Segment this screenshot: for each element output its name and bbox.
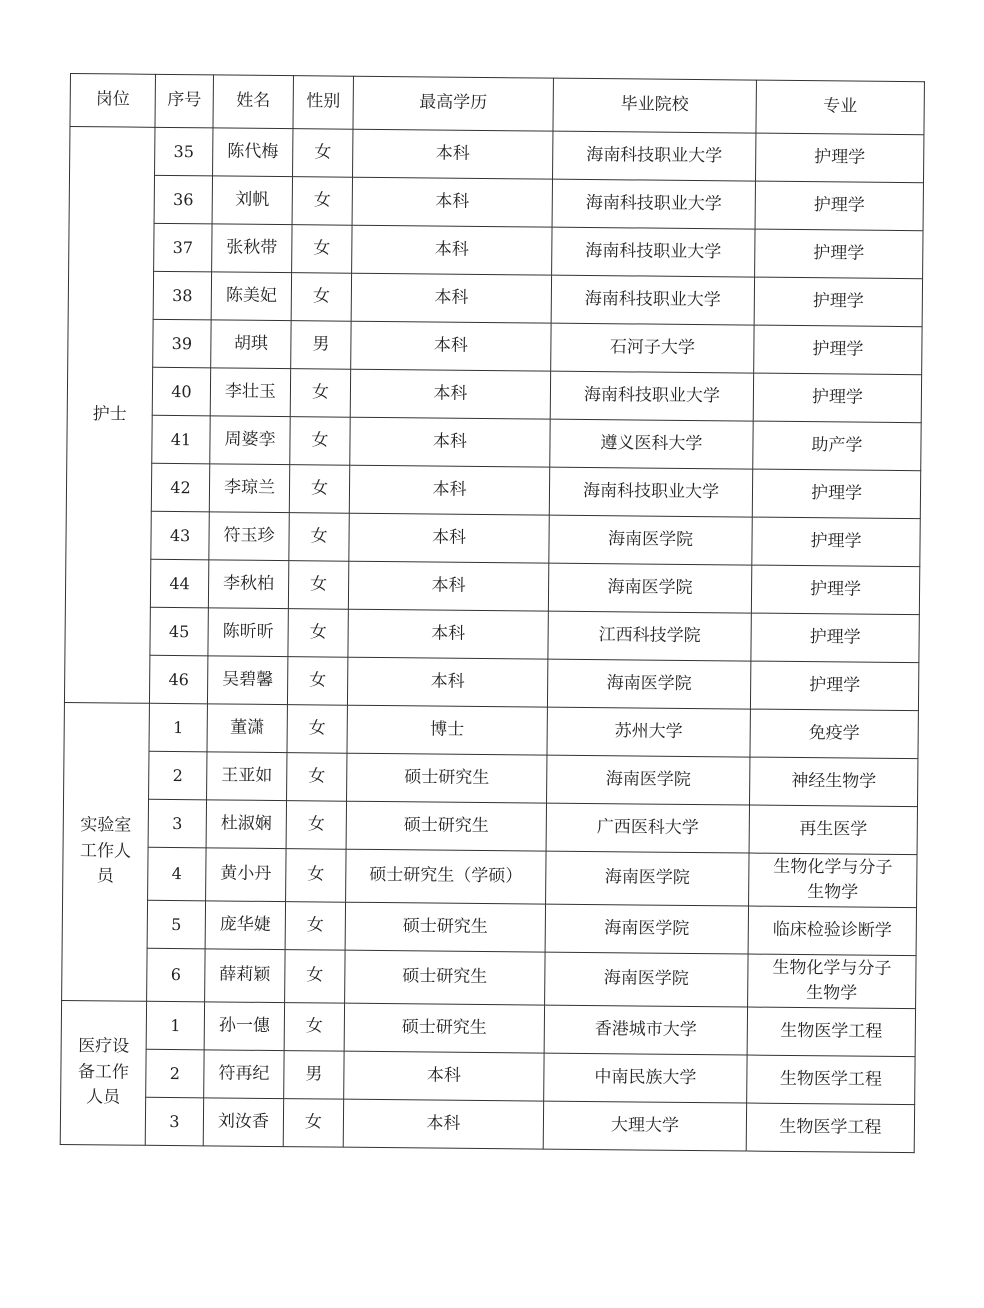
table-row [68,318,922,374]
cell-name: 刘帆 [212,176,292,225]
header-no: 序号 [155,74,214,128]
cell-gender: 女 [287,705,347,754]
cell-major: 助产学 [753,421,921,471]
cell-degree: 本科 [344,1051,544,1101]
major-line: 生物学 [806,983,858,1004]
cell-major: 护理学 [755,181,923,231]
cell-name: 庞华婕 [205,901,285,950]
cell-school: 苏州大学 [547,707,750,757]
position-label-line: 员 [96,866,114,887]
cell-name: 陈昕昕 [208,608,288,657]
cell-name: 王亚如 [207,752,287,801]
position-label-line: 备工作 [77,1061,130,1083]
cell-school: 海南科技职业大学 [550,371,753,421]
cell-major: 再生医学 [749,805,917,855]
cell-school: 海南医学院 [547,755,750,805]
cell-no: 46 [149,655,207,704]
cell-major: 护理学 [755,133,923,183]
cell-school: 海南医学院 [549,515,752,565]
cell-school: 海南医学院 [545,952,748,1007]
cell-name: 孙一僡 [204,1002,284,1051]
header-school: 毕业院校 [553,78,756,133]
cell-gender: 女 [287,753,347,802]
cell-school: 江西科技学院 [548,611,751,661]
cell-degree: 本科 [351,321,551,371]
cell-school: 海南医学院 [548,563,751,613]
cell-major: 生物医学工程 [747,1055,915,1105]
cell-name: 李壮玉 [210,368,290,417]
cell-name: 刘汝香 [203,1098,283,1147]
cell-gender: 女 [292,225,352,274]
table-row [66,462,920,518]
cell-degree: 本科 [348,609,548,659]
cell-degree: 本科 [343,1099,543,1149]
table-row [64,702,918,758]
header-gender: 性别 [293,76,354,130]
major-line: 生物化学与分子 [773,857,893,879]
cell-major: 生物医学工程 [746,1103,914,1153]
cell-no: 44 [150,559,208,608]
cell-degree: 本科 [349,465,549,515]
table-row [67,366,921,422]
cell-no: 1 [146,1001,204,1050]
cell-no: 43 [151,511,209,560]
cell-school: 中南民族大学 [544,1053,747,1103]
cell-no: 3 [145,1097,203,1146]
cell-gender: 女 [285,902,345,951]
cell-degree: 本科 [349,513,549,563]
position-group-cell [64,127,155,704]
cell-school: 遵义医科大学 [550,419,753,469]
cell-name: 陈美妃 [211,272,291,321]
cell-major: 护理学 [751,565,919,615]
cell-school: 海南科技职业大学 [551,275,754,325]
table-row [68,270,922,326]
cell-gender: 女 [285,950,346,1004]
cell-gender: 女 [291,273,351,322]
header-row [70,74,924,135]
cell-major: 护理学 [753,373,921,423]
cell-degree: 本科 [350,369,550,419]
cell-name: 吴碧馨 [207,656,287,705]
cell-no: 1 [149,703,207,752]
cell-no: 2 [149,751,207,800]
cell-name: 薛莉颖 [205,949,286,1003]
table-row [61,1048,915,1104]
table-row [64,750,918,806]
cell-school: 香港城市大学 [544,1005,747,1055]
cell-no: 45 [150,607,208,656]
position-label-line: 医疗设 [78,1036,130,1057]
cell-gender: 女 [288,609,348,658]
table-row [70,127,924,183]
cell-major: 护理学 [752,517,920,567]
cell-degree: 硕士研究生 [346,801,546,851]
position-label-line: 工作人 [79,840,132,862]
cell-major: 护理学 [750,661,918,711]
table-row [67,414,921,470]
cell-major: 护理学 [751,613,919,663]
cell-major: 临床检验诊断学 [748,906,916,956]
cell-gender: 女 [287,657,347,706]
cell-major: 护理学 [754,277,922,327]
cell-gender: 女 [283,1099,343,1148]
major-line: 生物化学与分子 [772,958,892,980]
cell-school: 海南科技职业大学 [552,227,755,277]
cell-degree: 硕士研究生 [344,1003,544,1053]
cell-school: 海南医学院 [546,851,749,906]
table-row [64,654,918,710]
cell-name: 胡琪 [211,320,291,369]
cell-name: 李秋柏 [208,560,288,609]
major-line: 生物学 [807,882,859,903]
table-row [62,899,916,955]
cell-gender: 男 [284,1051,344,1100]
cell-name: 杜淑娴 [206,800,286,849]
cell-degree: 本科 [351,273,551,323]
cell-no: 37 [154,223,212,272]
cell-major: 护理学 [754,325,922,375]
cell-degree: 本科 [348,561,548,611]
table-row [65,606,919,662]
cell-degree: 本科 [350,417,550,467]
table-row [60,1096,914,1152]
cell-major: 护理学 [755,229,923,279]
cell-no: 35 [155,127,213,176]
cell-gender: 女 [289,465,349,514]
table-row [69,175,923,231]
cell-no: 3 [148,799,206,848]
position-group-cell [60,1000,146,1145]
cell-degree: 硕士研究生 [345,902,545,952]
cell-degree: 博士 [347,705,547,755]
table-row [66,510,920,566]
cell-name: 张秋带 [212,224,292,273]
cell-gender: 女 [284,1003,344,1052]
position-group-cell [62,702,150,1001]
cell-school: 海南科技职业大学 [553,131,756,181]
table-row [63,846,917,907]
cell-degree: 本科 [352,177,552,227]
cell-no: 38 [153,271,211,320]
cell-degree: 硕士研究生 [347,753,547,803]
cell-gender: 女 [290,369,350,418]
cell-gender: 女 [289,513,349,562]
cell-gender: 女 [286,801,346,850]
cell-gender: 女 [293,129,353,178]
cell-degree: 硕士研究生（学硕） [346,849,546,904]
cell-major [749,853,918,908]
cell-name: 陈代梅 [213,128,293,177]
cell-no: 6 [147,948,206,1002]
cell-no: 40 [152,367,210,416]
cell-gender: 女 [286,849,347,903]
header-degree: 最高学历 [353,76,553,131]
staff-table [60,73,925,1153]
position-label-line: 人员 [86,1087,121,1108]
cell-no: 2 [146,1049,204,1098]
cell-school: 广西医科大学 [546,803,749,853]
table-row [63,798,917,854]
position-label-line: 护士 [92,403,127,425]
cell-major [748,954,917,1009]
cell-no: 4 [148,847,207,901]
header-position: 岗位 [70,74,156,128]
cell-school: 海南医学院 [545,904,748,954]
cell-school: 大理大学 [543,1101,746,1151]
cell-degree: 本科 [347,657,547,707]
cell-name: 周婆孪 [210,416,290,465]
table-row [61,1000,915,1056]
cell-name: 符再纪 [204,1050,284,1099]
cell-degree: 硕士研究生 [345,950,545,1005]
cell-no: 5 [147,900,205,949]
cell-name: 李琼兰 [209,464,289,513]
cell-no: 39 [153,319,211,368]
cell-school: 海南科技职业大学 [549,467,752,517]
cell-no: 41 [152,415,210,464]
table-row [69,222,923,278]
cell-degree: 本科 [353,129,553,179]
cell-name: 黄小丹 [206,848,287,902]
cell-school: 海南科技职业大学 [552,179,755,229]
cell-major: 免疫学 [750,709,918,759]
cell-gender: 女 [288,561,348,610]
cell-degree: 本科 [352,225,552,275]
table-row [65,558,919,614]
header-major: 专业 [756,80,925,135]
table-row [62,947,916,1008]
cell-school: 海南医学院 [547,659,750,709]
cell-no: 42 [151,463,209,512]
cell-gender: 男 [291,321,351,370]
cell-name: 符玉珍 [209,512,289,561]
cell-major: 护理学 [752,469,920,519]
header-name: 姓名 [213,75,294,129]
position-label-line: 实验室 [80,815,132,836]
cell-gender: 女 [290,417,350,466]
cell-major: 生物医学工程 [747,1007,915,1057]
cell-school: 石河子大学 [551,323,754,373]
cell-name: 董潇 [207,704,287,753]
cell-gender: 女 [292,177,352,226]
table-container [60,73,924,1153]
cell-no: 36 [154,175,212,224]
cell-major: 神经生物学 [750,757,918,807]
